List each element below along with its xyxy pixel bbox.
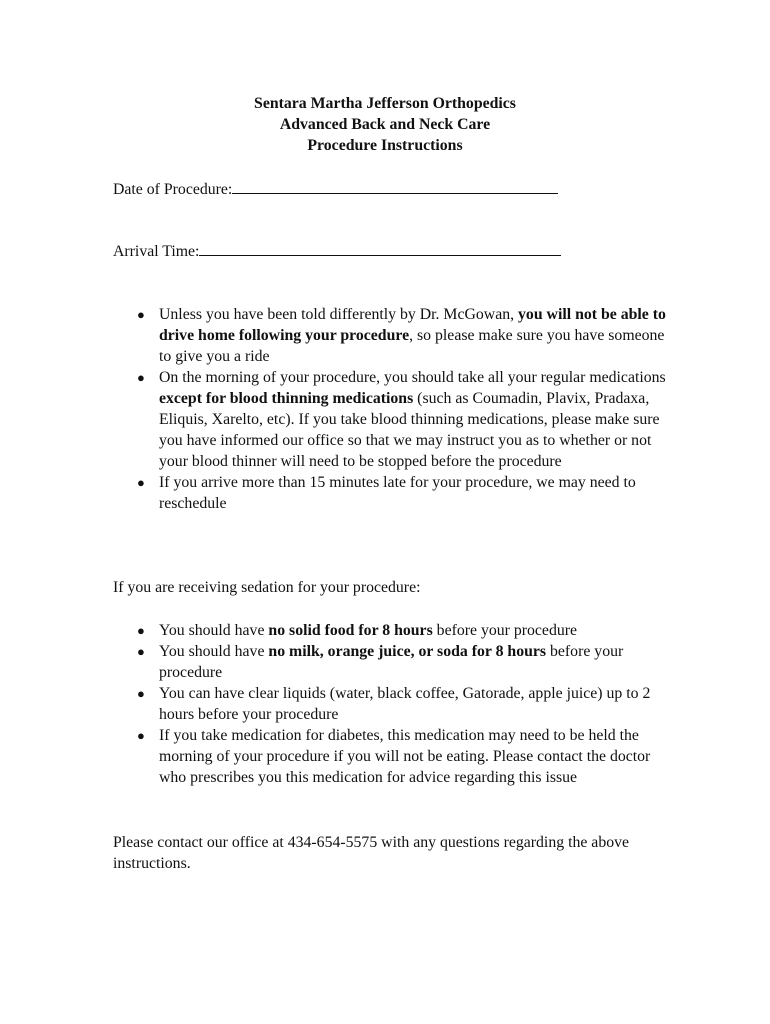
list-item: ● You should have no milk, orange juice, or soda for 8 hours before your procedure [137, 643, 624, 681]
bullet-icon: ● [137, 644, 145, 659]
bullet-icon: ● [137, 307, 145, 322]
document-header [0, 93, 770, 156]
bullet-icon: ● [137, 475, 145, 490]
list-item: ● Unless you have been told differently by Dr. McGowan, you will not be able to drive home following your procedure, so please make sure you have someone to give you a ride [137, 306, 666, 365]
date-of-procedure-label: Date of Procedure: [113, 181, 233, 198]
bullet-icon: ● [137, 728, 145, 743]
list-item: ● On the morning of your procedure, you should take all your regular medications except for blood thinning medications (such as Coumadin, Plavix, Pradaxa, Eliquis, Xarelto, etc). If you take blood thinning medications, please make sure you have informed our office so that we may instruct you as to whether or not your blood thinner will need to be stopped before the procedure [137, 369, 666, 470]
date-of-procedure-field [113, 178, 558, 200]
document-title: Procedure Instructions [307, 137, 463, 154]
general-instructions-list [113, 304, 673, 514]
bullet-icon: ● [137, 686, 145, 701]
bullet-icon: ● [137, 370, 145, 385]
closing-paragraph: Please contact our office at 434-654-5575 with any questions regarding the above instructions. [113, 834, 630, 872]
list-item: ● If you arrive more than 15 minutes late for your procedure, we may need to reschedule [137, 474, 636, 512]
sedation-intro: If you are receiving sedation for your procedure: [113, 579, 421, 596]
sedation-instructions-list [113, 620, 673, 788]
list-item: ● If you take medication for diabetes, this medication may need to be held the morning of your procedure if you will not be eating. Please contact the doctor who prescribes you this medication for advice regarding this issue [137, 727, 651, 786]
arrival-time-label: Arrival Time: [113, 243, 200, 260]
clinic-name: Sentara Martha Jefferson Orthopedics [254, 95, 516, 112]
date-of-procedure-blank[interactable] [232, 178, 558, 194]
bullet-icon: ● [137, 623, 145, 638]
list-item: ● You can have clear liquids (water, black coffee, Gatorade, apple juice) up to 2 hours before your procedure [137, 685, 651, 723]
list-item: ● You should have no solid food for 8 hours before your procedure [137, 622, 578, 639]
arrival-time-blank[interactable] [199, 240, 561, 256]
arrival-time-field [113, 240, 561, 262]
department-name: Advanced Back and Neck Care [279, 116, 491, 133]
